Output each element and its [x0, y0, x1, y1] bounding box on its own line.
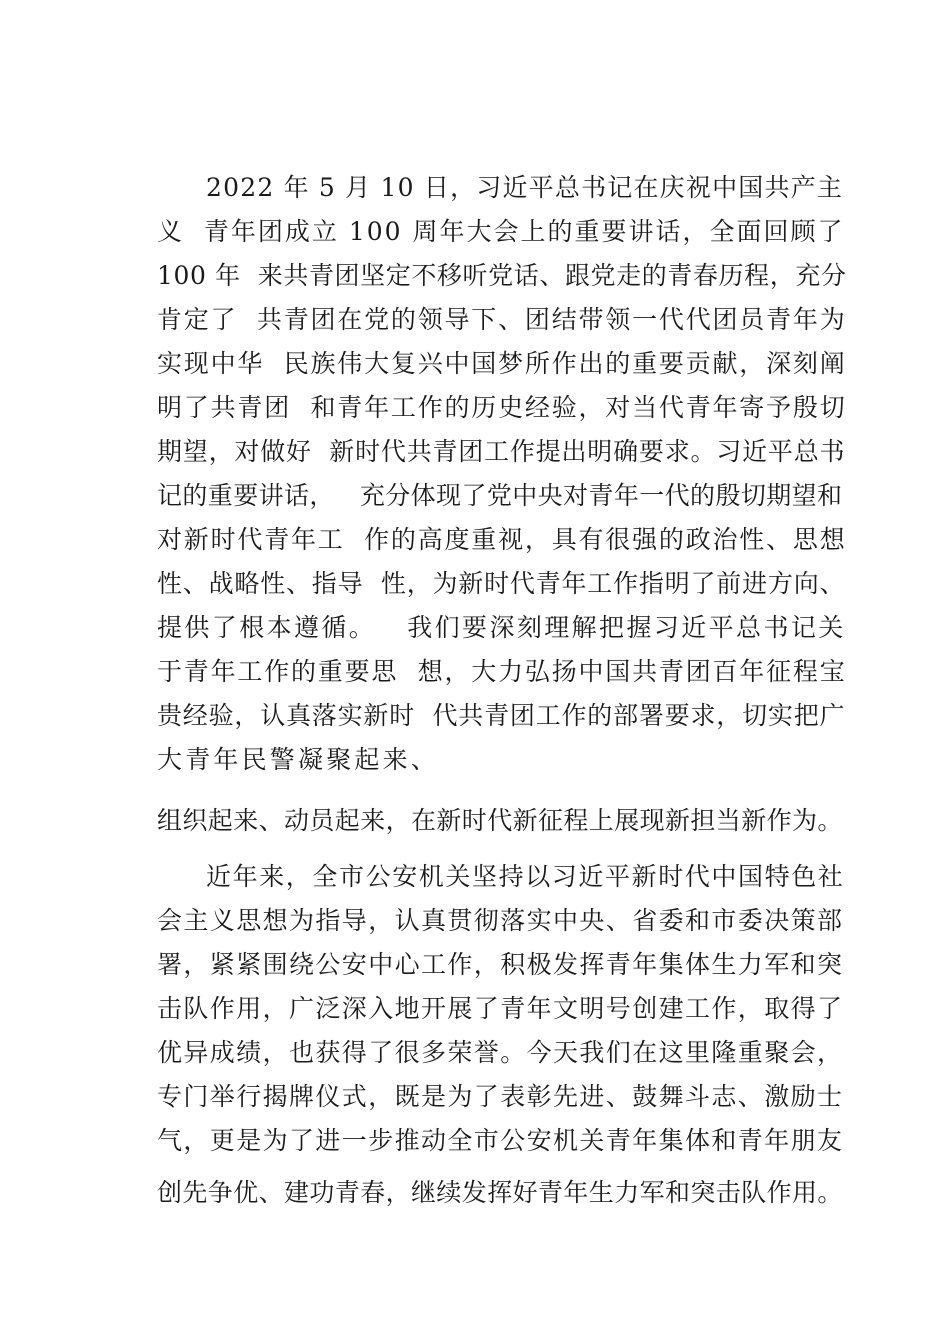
- paragraph-1-tail: 组织起来、动员起来，在新时代新征程上展现新担当新作为。: [157, 806, 843, 835]
- text-line: 提供了根本遵循。 我们要深刻理解把握习近平总书记关: [157, 613, 846, 642]
- text-line: 气，更是为了进一步推动全市公安机关青年集体和青年朋友: [157, 1126, 844, 1155]
- text-line: 署，紧紧围绕公安中心工作，积极发挥青年集体生力军和突: [157, 950, 844, 979]
- text-line: 肯定了 共青团在党的领导下、团结带领一代代团员青年为: [157, 305, 847, 334]
- text-line: 对新时代青年工 作的高度重视，具有很强的政治性、思想: [157, 525, 847, 554]
- text-line: 实现中华 民族伟大复兴中国梦所作出的重要贡献，深刻阐: [157, 349, 847, 378]
- text-line: 贵经验，认真落实新时 代共青团工作的部署要求，切实把广: [157, 701, 846, 730]
- paragraph-2-tail: 创先争优、建功青春，继续发挥好青年生力军和突击队作用。: [157, 1178, 843, 1207]
- text-line: 击队作用，广泛深入地开展了青年文明号创建工作，取得了: [157, 994, 844, 1023]
- text-line: 明了共青团 和青年工作的历史经验，对当代青年寄予殷切: [157, 393, 847, 422]
- text-line: 于青年工作的重要思 想，大力弘扬中国共青团百年征程宝: [157, 657, 847, 686]
- text-line: 优异成绩，也获得了很多荣誉。今天我们在这里隆重聚会，: [157, 1038, 844, 1067]
- text-line: 2022 年 5 月 10 日，习近平总书记在庆祝中国共产主: [206, 173, 844, 202]
- text-line: 记的重要讲话， 充分体现了党中央对青年一代的殷切期望和: [157, 481, 843, 510]
- text-line: 期望，对做好 新时代共青团工作提出明确要求。习近平总书: [157, 437, 846, 466]
- text-line: 专门举行揭牌仪式，既是为了表彰先进、鼓舞斗志、激励士: [157, 1082, 844, 1111]
- text-line: 性、战略性、指导 性，为新时代青年工作指明了前进方向、: [157, 569, 846, 598]
- text-line: 义 青年团成立 100 周年大会上的重要讲话，全面回顾了: [157, 217, 845, 246]
- text-line: 近年来，全市公安机关坚持以习近平新时代中国特色社: [206, 862, 845, 891]
- text-line: 大青年民警凝聚起来、: [157, 745, 440, 774]
- text-line: 会主义思想为指导，认真贯彻落实中央、省委和市委决策部: [157, 906, 844, 935]
- text-line: 100 年 来共青团坚定不移听党话、跟党走的青春历程，充分: [157, 261, 847, 290]
